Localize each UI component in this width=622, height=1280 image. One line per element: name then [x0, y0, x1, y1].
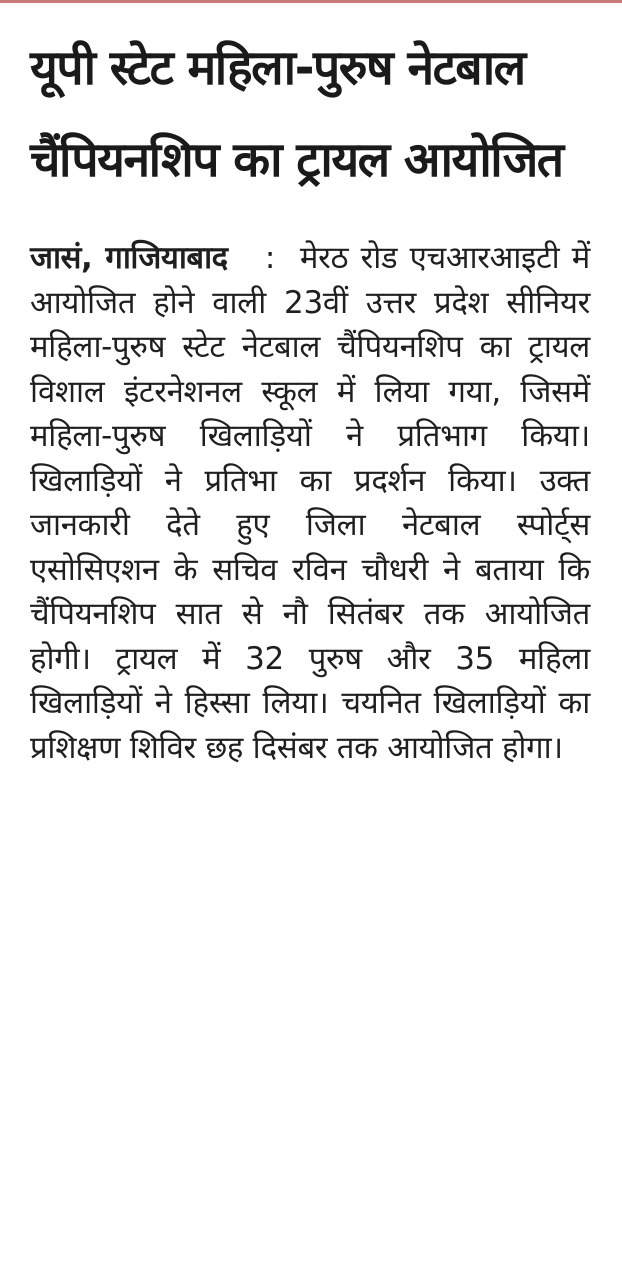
article-body-paragraph: [30, 236, 590, 770]
article-body-text: मेरठ रोड एचआरआइटी में आयोजित होने वाली 23वीं उत्तर प्रदेश सीनियर महिला-पुरुष स्टेट नेटबाल चैंपियनशिप का ट्रायल विशाल इंटरनेशनल स्कूल में लिया गया, जिसमें महिला-पुरुष खिलाड़ियों ने प्रतिभाग किया। खिलाड़ियों ने प्रतिभा का प्रदर्शन किया। उक्त जानकारी देते हुए जिला नेटबाल स्पोर्ट्स एसोसिएशन के सचिव रविन चौधरी ने बताया कि चैंपियनशिप सात से नौ सितंबर तक आयोजित होगी। ट्रायल में 32 पुरुष और 35 महिला खिलाड़ियों ने हिस्सा लिया। चयनित खिलाड़ियों का प्रशिक्षण शिविर छह दिसंबर तक आयोजित होगा।: [30, 240, 590, 766]
top-border-rule: [0, 0, 622, 3]
news-article: [30, 22, 590, 770]
dateline-separator: :: [264, 240, 276, 276]
article-headline: यूपी स्टेट महिला-पुरुष नेटबाल चैंपियनशिप का ट्रायल आयोजित: [30, 40, 563, 188]
article-dateline: जासं, गाजियाबाद: [30, 240, 228, 276]
